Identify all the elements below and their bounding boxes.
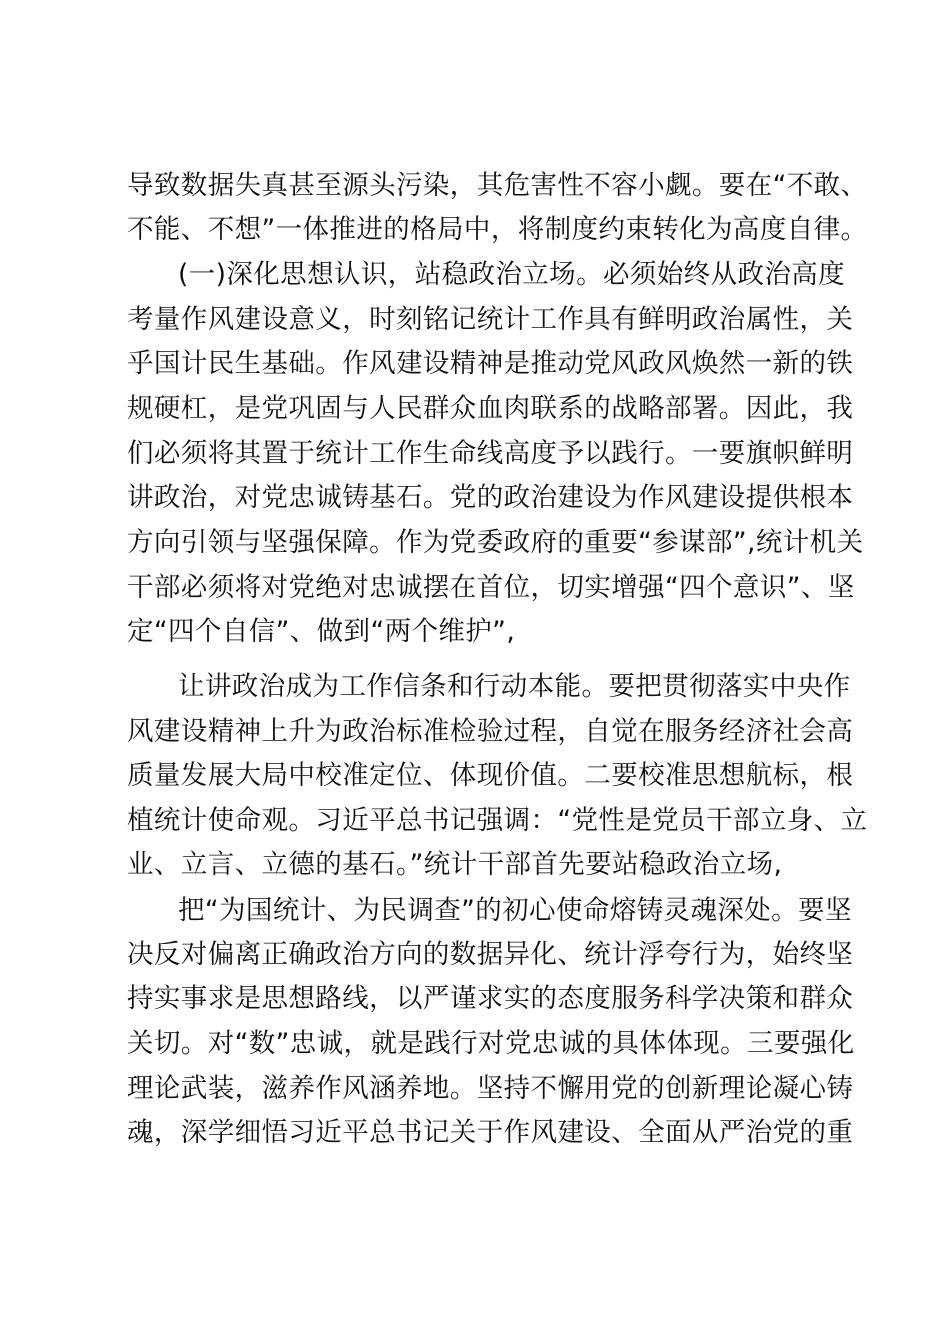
text-line-15: 植统计使命观。习近平总书记强调：“党性是党员干部立身、立 xyxy=(127,805,868,836)
text-line-11: 定“四个自信”、做到“两个维护”, xyxy=(127,616,516,647)
text-line-9: 方向引领与坚强保障。作为党委政府的重要“参谋部”,统计机关 xyxy=(127,527,864,558)
text-line-21: 理论武装，滋养作风涵养地。坚持不懈用党的创新理论凝心铸 xyxy=(127,1073,854,1104)
text-line-19: 持实事求是思想路线，以严谨求实的态度服务科学决策和群众 xyxy=(127,983,854,1014)
text-line-2: 不能、不想”一体推进的格局中，将制度约束转化为高度自律。 xyxy=(127,214,868,245)
text-line-7: 们必须将其置于统计工作生命线高度予以践行。一要旗帜鲜明 xyxy=(127,438,854,469)
text-line-4: 考量作风建设意义，时刻铭记统计工作具有鲜明政治属性，关 xyxy=(127,304,854,335)
text-line-1: 导致数据失真甚至源头污染，其危害性不容小觑。要在“不敢、 xyxy=(127,170,868,201)
text-line-5: 乎国计民生基础。作风建设精神是推动党风政风焕然一新的铁 xyxy=(127,348,854,379)
text-line-16: 业、立言、立德的基石。”统计干部首先要站稳政治立场, xyxy=(127,849,783,880)
text-line-13: 风建设精神上升为政治标准检验过程，自觉在服务经济社会高 xyxy=(127,716,854,747)
text-line-18: 决反对偏离正确政治方向的数据异化、统计浮夸行为，始终坚 xyxy=(127,939,854,970)
paragraph-3-first-line: 把“为国统计、为民调查”的初心使命熔铸灵魂深处。要坚 xyxy=(178,895,852,926)
text-line-14: 质量发展大局中校准定位、体现价值。二要校准思想航标，根 xyxy=(127,760,854,791)
text-line-20: 关切。对“数”忠诚，就是践行对党忠诚的具体体现。三要强化 xyxy=(127,1028,855,1059)
text-line-10: 干部必须将对党绝对忠诚摆在首位，切实增强“四个意识”、坚 xyxy=(127,572,855,603)
text-line-6: 规硬杠，是党巩固与人民群众血肉联系的战略部署。因此，我 xyxy=(127,393,854,424)
paragraph-2-first-line: 让讲政治成为工作信条和行动本能。要把贯彻落实中央作 xyxy=(178,671,851,702)
paragraph-heading-line: (一)深化思想认识，站稳政治立场。必须始终从政治高度 xyxy=(178,259,846,290)
text-line-8: 讲政治，对党忠诚铸基石。党的政治建设为作风建设提供根本 xyxy=(127,482,854,513)
text-line-22: 魂，深学细悟习近平总书记关于作风建设、全面从严治党的重 xyxy=(127,1117,854,1148)
